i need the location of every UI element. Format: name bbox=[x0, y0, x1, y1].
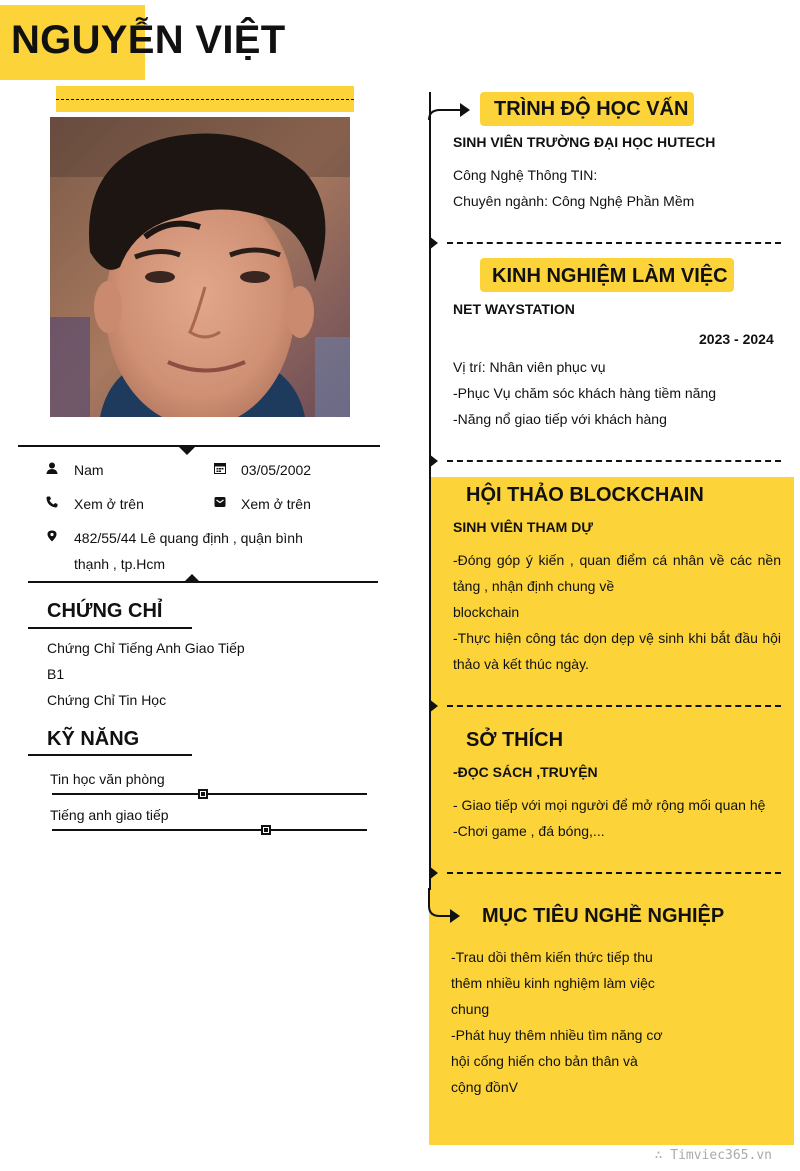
section-divider bbox=[447, 872, 781, 874]
goals-line: hội cống hiến cho bản thân và bbox=[451, 1053, 638, 1069]
section-divider bbox=[447, 705, 781, 707]
timeline-marker-icon bbox=[429, 699, 438, 713]
activity-line: -Đóng góp ý kiến , quan điểm cá nhân về các nền tảng , nhận định chung về bbox=[453, 552, 781, 594]
timeline-end-arrow-icon bbox=[428, 888, 464, 924]
skill-track bbox=[52, 793, 367, 795]
address-line-1: 482/55/44 Lê quang định , quận bình bbox=[74, 530, 303, 546]
user-icon bbox=[45, 461, 59, 475]
experience-period: 2023 - 2024 bbox=[699, 331, 774, 347]
skill-level-handle bbox=[261, 825, 271, 835]
experience-title: KINH NGHIỆM LÀM VIỆC bbox=[492, 265, 728, 287]
divider-arrow-icon bbox=[179, 447, 195, 455]
experience-line: -Phục Vụ chăm sóc khách hàng tiềm năng bbox=[453, 385, 717, 401]
hobbies-title: SỞ THÍCH bbox=[466, 729, 564, 751]
experience-company: NET WAYSTATION bbox=[453, 301, 575, 317]
skill-label: Tiếng anh giao tiếp bbox=[50, 807, 169, 823]
timeline-line bbox=[429, 92, 431, 890]
activity-role: SINH VIÊN THAM DỰ bbox=[453, 519, 593, 535]
skill-label: Tin học văn phòng bbox=[50, 771, 165, 787]
certificate-line: B1 bbox=[47, 666, 65, 682]
skill-track bbox=[52, 829, 367, 831]
goals-line: cộng đồnV bbox=[451, 1079, 518, 1095]
certificates-underline bbox=[28, 627, 192, 629]
contact-top-divider bbox=[18, 445, 380, 447]
address-line-2: thạnh , tp.Hcm bbox=[74, 556, 166, 572]
goals-line: -Trau dồi thêm kiến thức tiếp thu bbox=[451, 949, 653, 965]
email-text: Xem ở trên bbox=[241, 496, 311, 512]
name-underline-dash bbox=[56, 99, 354, 100]
phone-icon bbox=[45, 495, 59, 509]
location-pin-icon bbox=[45, 529, 59, 543]
hobbies-line: -Chơi game , đá bóng,... bbox=[453, 823, 605, 839]
section-divider bbox=[447, 460, 781, 462]
section-divider bbox=[447, 242, 781, 244]
education-line: Chuyên ngành: Công Nghệ Phần Mềm bbox=[453, 193, 695, 209]
skill-level-handle bbox=[198, 789, 208, 799]
education-title: TRÌNH ĐỘ HỌC VẤN bbox=[494, 98, 689, 120]
activity-line: -Thực hiện công tác dọn dẹp vệ sinh khi bắt đầu hội thảo và kết thúc ngày. bbox=[453, 630, 781, 672]
hobbies-sub: -ĐỌC SÁCH ,TRUYỆN bbox=[453, 764, 598, 780]
goals-title: MỤC TIÊU NGHỀ NGHIỆP bbox=[482, 905, 725, 927]
profile-photo bbox=[50, 117, 350, 417]
certificates-title: CHỨNG CHỈ bbox=[47, 600, 163, 622]
skills-underline bbox=[28, 754, 192, 756]
certificate-line: Chứng Chỉ Tin Học bbox=[47, 692, 167, 708]
timeline-start-arrow-icon bbox=[428, 98, 472, 122]
timeline-marker-icon bbox=[429, 454, 438, 468]
skills-title: KỸ NĂNG bbox=[47, 728, 140, 750]
phone-text: Xem ở trên bbox=[74, 496, 144, 512]
education-line: Công Nghệ Thông TIN: bbox=[453, 167, 598, 183]
calendar-icon bbox=[213, 461, 227, 475]
activity-line: blockchain bbox=[453, 604, 520, 620]
goals-line: thêm nhiều kinh nghiệm làm việc bbox=[451, 975, 655, 991]
watermark-text: ∴ Timviec365.vn bbox=[654, 1148, 772, 1163]
education-school: SINH VIÊN TRƯỜNG ĐẠI HỌC HUTECH bbox=[453, 134, 716, 150]
activity-title: HỘI THẢO BLOCKCHAIN bbox=[466, 484, 704, 506]
dob-text: 03/05/2002 bbox=[241, 462, 312, 478]
email-icon bbox=[213, 495, 227, 509]
experience-line: Vị trí: Nhân viên phục vụ bbox=[453, 359, 606, 375]
gender-text: Nam bbox=[74, 462, 104, 478]
certificate-line: Chứng Chỉ Tiếng Anh Giao Tiếp bbox=[47, 640, 245, 656]
contact-bottom-divider bbox=[28, 581, 378, 583]
candidate-name: NGUYỄN VIỆT bbox=[11, 18, 286, 62]
experience-line: -Năng nổ giao tiếp với khách hàng bbox=[453, 411, 667, 427]
hobbies-line: - Giao tiếp với mọi người để mở rộng mối quan hệ bbox=[453, 797, 766, 813]
timeline-marker-icon bbox=[429, 236, 438, 250]
goals-line: chung bbox=[451, 1001, 490, 1017]
timeline-marker-icon bbox=[429, 866, 438, 880]
goals-line: -Phát huy thêm nhiều tìm năng cơ bbox=[451, 1027, 663, 1043]
